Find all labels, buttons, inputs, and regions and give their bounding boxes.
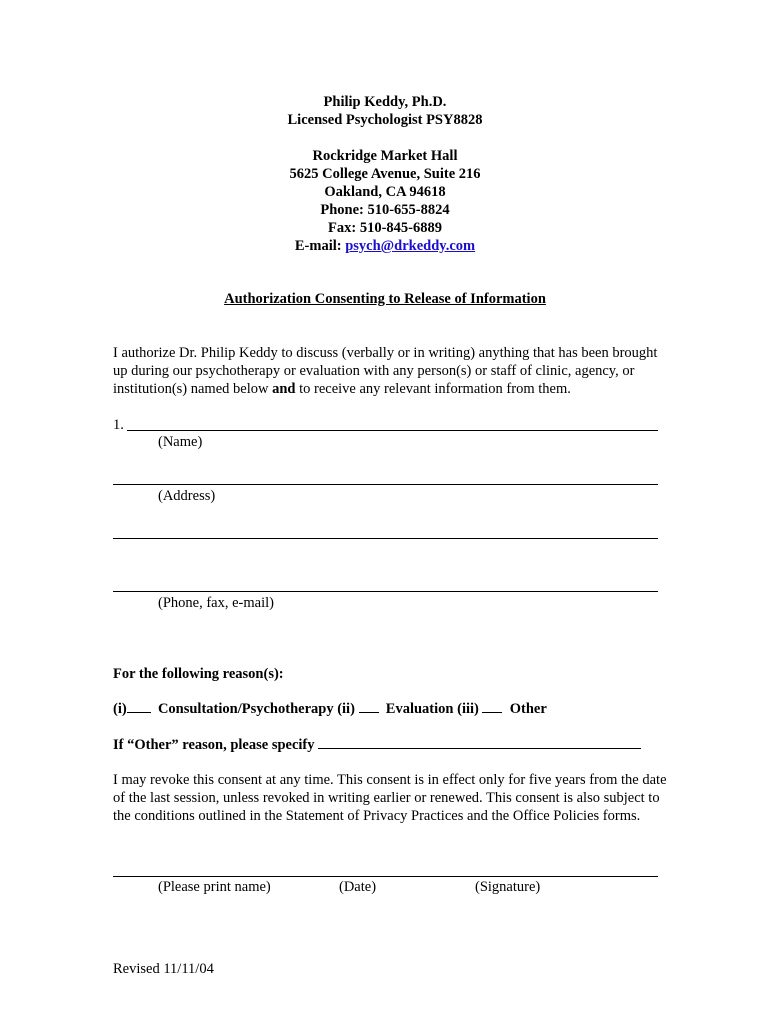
option-iii-prefix: (iii) <box>457 701 479 717</box>
date-caption: (Date) <box>339 879 377 895</box>
intro-text-b: to receive any relevant information from them. <box>295 381 571 397</box>
authorization-paragraph <box>113 344 673 398</box>
option-i-label: Consultation/Psychotherapy <box>157 701 334 717</box>
letterhead <box>0 93 770 255</box>
option-i-checkbox[interactable] <box>127 700 151 713</box>
document-title: Authorization Consenting to Release of Information <box>224 291 546 307</box>
option-iii-label: Other <box>509 701 547 717</box>
revision-date: Revised 11/11/04 <box>113 961 214 977</box>
intro-bold-and: and <box>272 381 296 397</box>
other-specify-line <box>113 736 641 754</box>
field-number: 1. <box>113 417 124 433</box>
email-line <box>0 237 770 255</box>
option-i-prefix: (i) <box>113 701 127 717</box>
practitioner-name: Philip Keddy, Ph.D. <box>323 94 447 110</box>
signature-caption: (Signature) <box>475 879 541 895</box>
option-ii-checkbox[interactable] <box>359 700 379 713</box>
other-specify-label: If “Other” reason, please specify <box>113 737 315 753</box>
reasons-heading: For the following reason(s): <box>113 666 284 682</box>
name-caption: (Name) <box>158 434 203 450</box>
contact-caption: (Phone, fax, e-mail) <box>158 595 274 611</box>
contact-input-line[interactable] <box>113 591 658 592</box>
license-line: Licensed Psychologist PSY8828 <box>287 112 483 128</box>
intro-text-a: I authorize Dr. Philip Keddy to discuss (verbally or in writing) anything that has been brought up during our psychotherapy or evaluation with any person(s) or staff of clinic, agency, or institution(s) named below <box>113 345 658 397</box>
phone-line: Phone: 510-655-8824 <box>320 202 450 218</box>
address-input-line-2[interactable] <box>113 538 658 539</box>
print-name-caption: (Please print name) <box>158 879 271 895</box>
address-caption: (Address) <box>158 488 216 504</box>
option-ii-label: Evaluation <box>385 701 454 717</box>
city-state-zip: Oakland, CA 94618 <box>324 184 446 200</box>
address-input-line[interactable] <box>113 484 658 485</box>
option-iii-checkbox[interactable] <box>482 700 502 713</box>
signature-input-line[interactable] <box>113 876 658 877</box>
street-address: 5625 College Avenue, Suite 216 <box>289 166 481 182</box>
revocation-paragraph: I may revoke this consent at any time. This consent is in effect only for five years from the date of the last session, unless revoked in writing earlier or renewed. This consent is also subject to the conditions outlined in the Statement of Privacy Practices and the Office Policies forms. <box>113 772 667 824</box>
option-ii-prefix: (ii) <box>337 701 355 717</box>
email-link[interactable]: psych@drkeddy.com <box>345 238 476 254</box>
reasons-options <box>113 700 547 718</box>
email-label: E-mail: <box>294 238 346 254</box>
header-spacer <box>0 129 770 147</box>
name-input-line[interactable] <box>127 430 658 431</box>
building-name: Rockridge Market Hall <box>312 148 458 164</box>
fax-line: Fax: 510-845-6889 <box>328 220 442 236</box>
other-specify-input[interactable] <box>318 736 641 749</box>
